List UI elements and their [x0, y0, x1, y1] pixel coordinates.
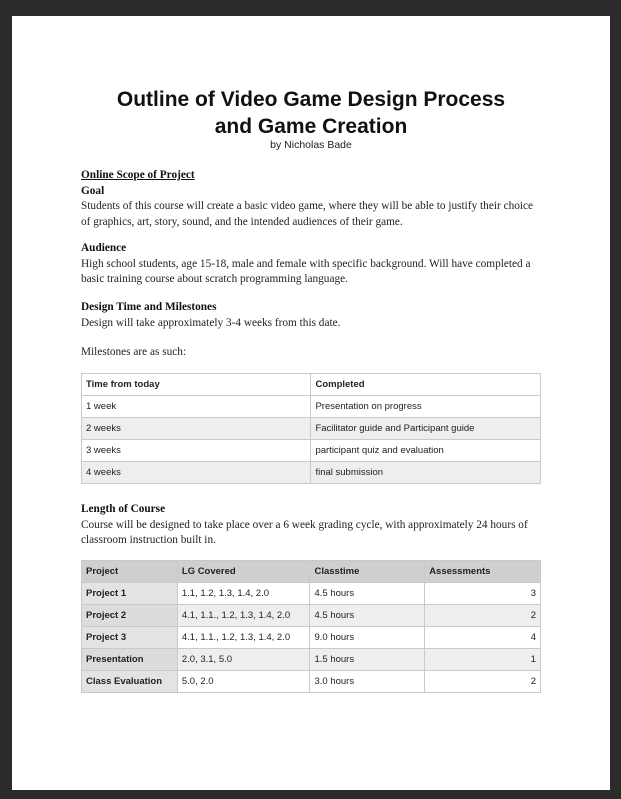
column-header: Time from today	[82, 374, 311, 396]
table-cell: Project 1	[82, 583, 178, 605]
design-time-section	[81, 300, 541, 331]
goal-text: Students of this course will create a basic video game, where they will be able to justify their choice of graphics, art, story, sound, and the intended audiences of their game.	[81, 200, 534, 228]
table-cell: Class Evaluation	[82, 671, 178, 693]
table-cell: Project 3	[82, 627, 178, 649]
table-cell: Presentation on progress	[311, 396, 541, 418]
table-cell: Presentation	[82, 649, 178, 671]
column-header: Assessments	[425, 561, 541, 583]
table-cell: 2.0, 3.1, 5.0	[177, 649, 310, 671]
table-cell: 1.1, 1.2, 1.3, 1.4, 2.0	[177, 583, 310, 605]
milestones-table	[81, 373, 541, 484]
design-time-heading: Design Time and Milestones	[81, 301, 217, 313]
document-page	[12, 16, 610, 790]
table-row	[82, 396, 541, 418]
table-cell: 1.5 hours	[310, 649, 425, 671]
table-cell: final submission	[311, 462, 541, 484]
length-text: Course will be designed to take place over a 6 week grading cycle, with approximately 24 hours of classroom instruction built in.	[81, 518, 528, 546]
table-cell: 4 weeks	[82, 462, 311, 484]
table-row	[82, 418, 541, 440]
table-cell: Facilitator guide and Participant guide	[311, 418, 541, 440]
table-cell: 4.5 hours	[310, 605, 425, 627]
column-header: LG Covered	[177, 561, 310, 583]
goal-section	[81, 168, 541, 230]
audience-section	[81, 241, 541, 288]
table-row	[82, 627, 541, 649]
table-row	[82, 462, 541, 484]
table-cell: 4.5 hours	[310, 583, 425, 605]
scope-heading: Online Scope of Project	[81, 169, 195, 181]
table-header-row	[82, 374, 541, 396]
table-cell: 2 weeks	[82, 418, 311, 440]
goal-heading: Goal	[81, 184, 105, 197]
table-cell: 2	[425, 605, 541, 627]
table-row	[82, 671, 541, 693]
column-header: Project	[82, 561, 178, 583]
table-row	[82, 583, 541, 605]
table-cell: 1 week	[82, 396, 311, 418]
document-title	[12, 86, 610, 140]
table-cell: 2	[425, 671, 541, 693]
milestones-intro: Milestones are as such:	[81, 346, 187, 358]
author-byline: by Nicholas Bade	[270, 139, 352, 151]
table-row	[82, 605, 541, 627]
table-cell: 1	[425, 649, 541, 671]
audience-text: High school students, age 15-18, male and female with specific background. Will have completed a basic training course about scratch programming language.	[81, 257, 531, 285]
design-time-text: Design will take approximately 3-4 weeks from this date.	[81, 316, 341, 329]
length-section	[81, 502, 541, 549]
table-cell: 4.1, 1.1., 1.2, 1.3, 1.4, 2.0	[177, 605, 310, 627]
length-heading: Length of Course	[81, 503, 166, 515]
table-row	[82, 440, 541, 462]
column-header: Completed	[311, 374, 541, 396]
title-line-2: and Game Creation	[214, 115, 408, 138]
table-cell: 3.0 hours	[310, 671, 425, 693]
table-row	[82, 649, 541, 671]
table-cell: 3	[425, 583, 541, 605]
title-line-1: Outline of Video Game Design Process	[116, 88, 506, 111]
table-cell: participant quiz and evaluation	[311, 440, 541, 462]
table-cell: 5.0, 2.0	[177, 671, 310, 693]
table-cell: Project 2	[82, 605, 178, 627]
table-cell: 4.1, 1.1., 1.2, 1.3, 1.4, 2.0	[177, 627, 310, 649]
table-header-row	[82, 561, 541, 583]
table-cell: 3 weeks	[82, 440, 311, 462]
column-header: Classtime	[310, 561, 425, 583]
table-cell: 9.0 hours	[310, 627, 425, 649]
table-cell: 4	[425, 627, 541, 649]
audience-heading: Audience	[81, 242, 127, 254]
course-table	[81, 560, 541, 693]
